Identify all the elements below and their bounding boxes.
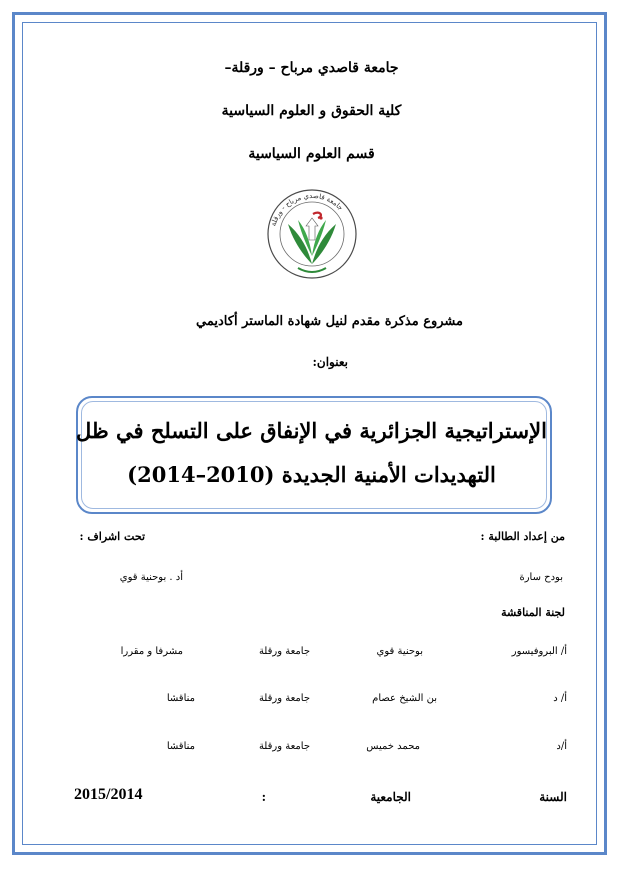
year-label: السنة [539, 790, 567, 804]
committee-university: جامعة ورقلة [258, 646, 310, 657]
student-name: بودح سارة [519, 572, 563, 583]
committee-role: مشرفا و مقررا [120, 646, 183, 657]
university-name: جامعة قاصدي مرباح – ورقلة– [224, 60, 399, 76]
committee-label: لجنة المناقشة [501, 606, 565, 619]
supervisor-label: تحت اشراف : [79, 530, 145, 543]
committee-university: جامعة ورقلة [258, 741, 310, 752]
supervisor-name: أد . بوحنية قوي [119, 572, 183, 583]
committee-rank: أ/د [556, 741, 567, 752]
university-logo [258, 184, 366, 284]
thesis-title-line2: التهديدات الأمنية الجديدة (2010–2014) [127, 462, 496, 487]
committee-role: مناقشا [166, 741, 195, 752]
thesis-title-line1: الإستراتيجية الجزائرية في الإنفاق على التسلح في ظل [76, 418, 547, 443]
academic-year: 2015/2014 [74, 786, 143, 803]
committee-role: مناقشا [166, 693, 195, 704]
committee-name: محمد خميس [366, 741, 420, 752]
student-label: من إعداد الطالبة : [480, 530, 565, 543]
title-label: بعنوان: [312, 355, 348, 369]
committee-university: جامعة ورقلة [258, 693, 310, 704]
department-name: قسم العلوم السياسية [248, 146, 375, 162]
committee-rank: أ/ د [553, 693, 567, 704]
faculty-name: كلية الحقوق و العلوم السياسية [221, 103, 402, 119]
committee-name: بن الشيخ عصام [372, 693, 437, 704]
academic-label: الجامعية [370, 790, 411, 804]
committee-name: بوحنية قوي [376, 646, 423, 657]
logo-arc-text: جامعة قاصدي مرباح - ورقلة [269, 191, 345, 228]
committee-rank: أ/ البروفيسور [511, 646, 567, 657]
project-description: مشروع مذكرة مقدم لنيل شهادة الماستر أكاديمي [196, 314, 463, 329]
year-colon: : [261, 790, 266, 804]
svg-text:جامعة قاصدي مرباح - ورقلة [269, 192, 344, 227]
university-seal-icon [258, 184, 366, 284]
